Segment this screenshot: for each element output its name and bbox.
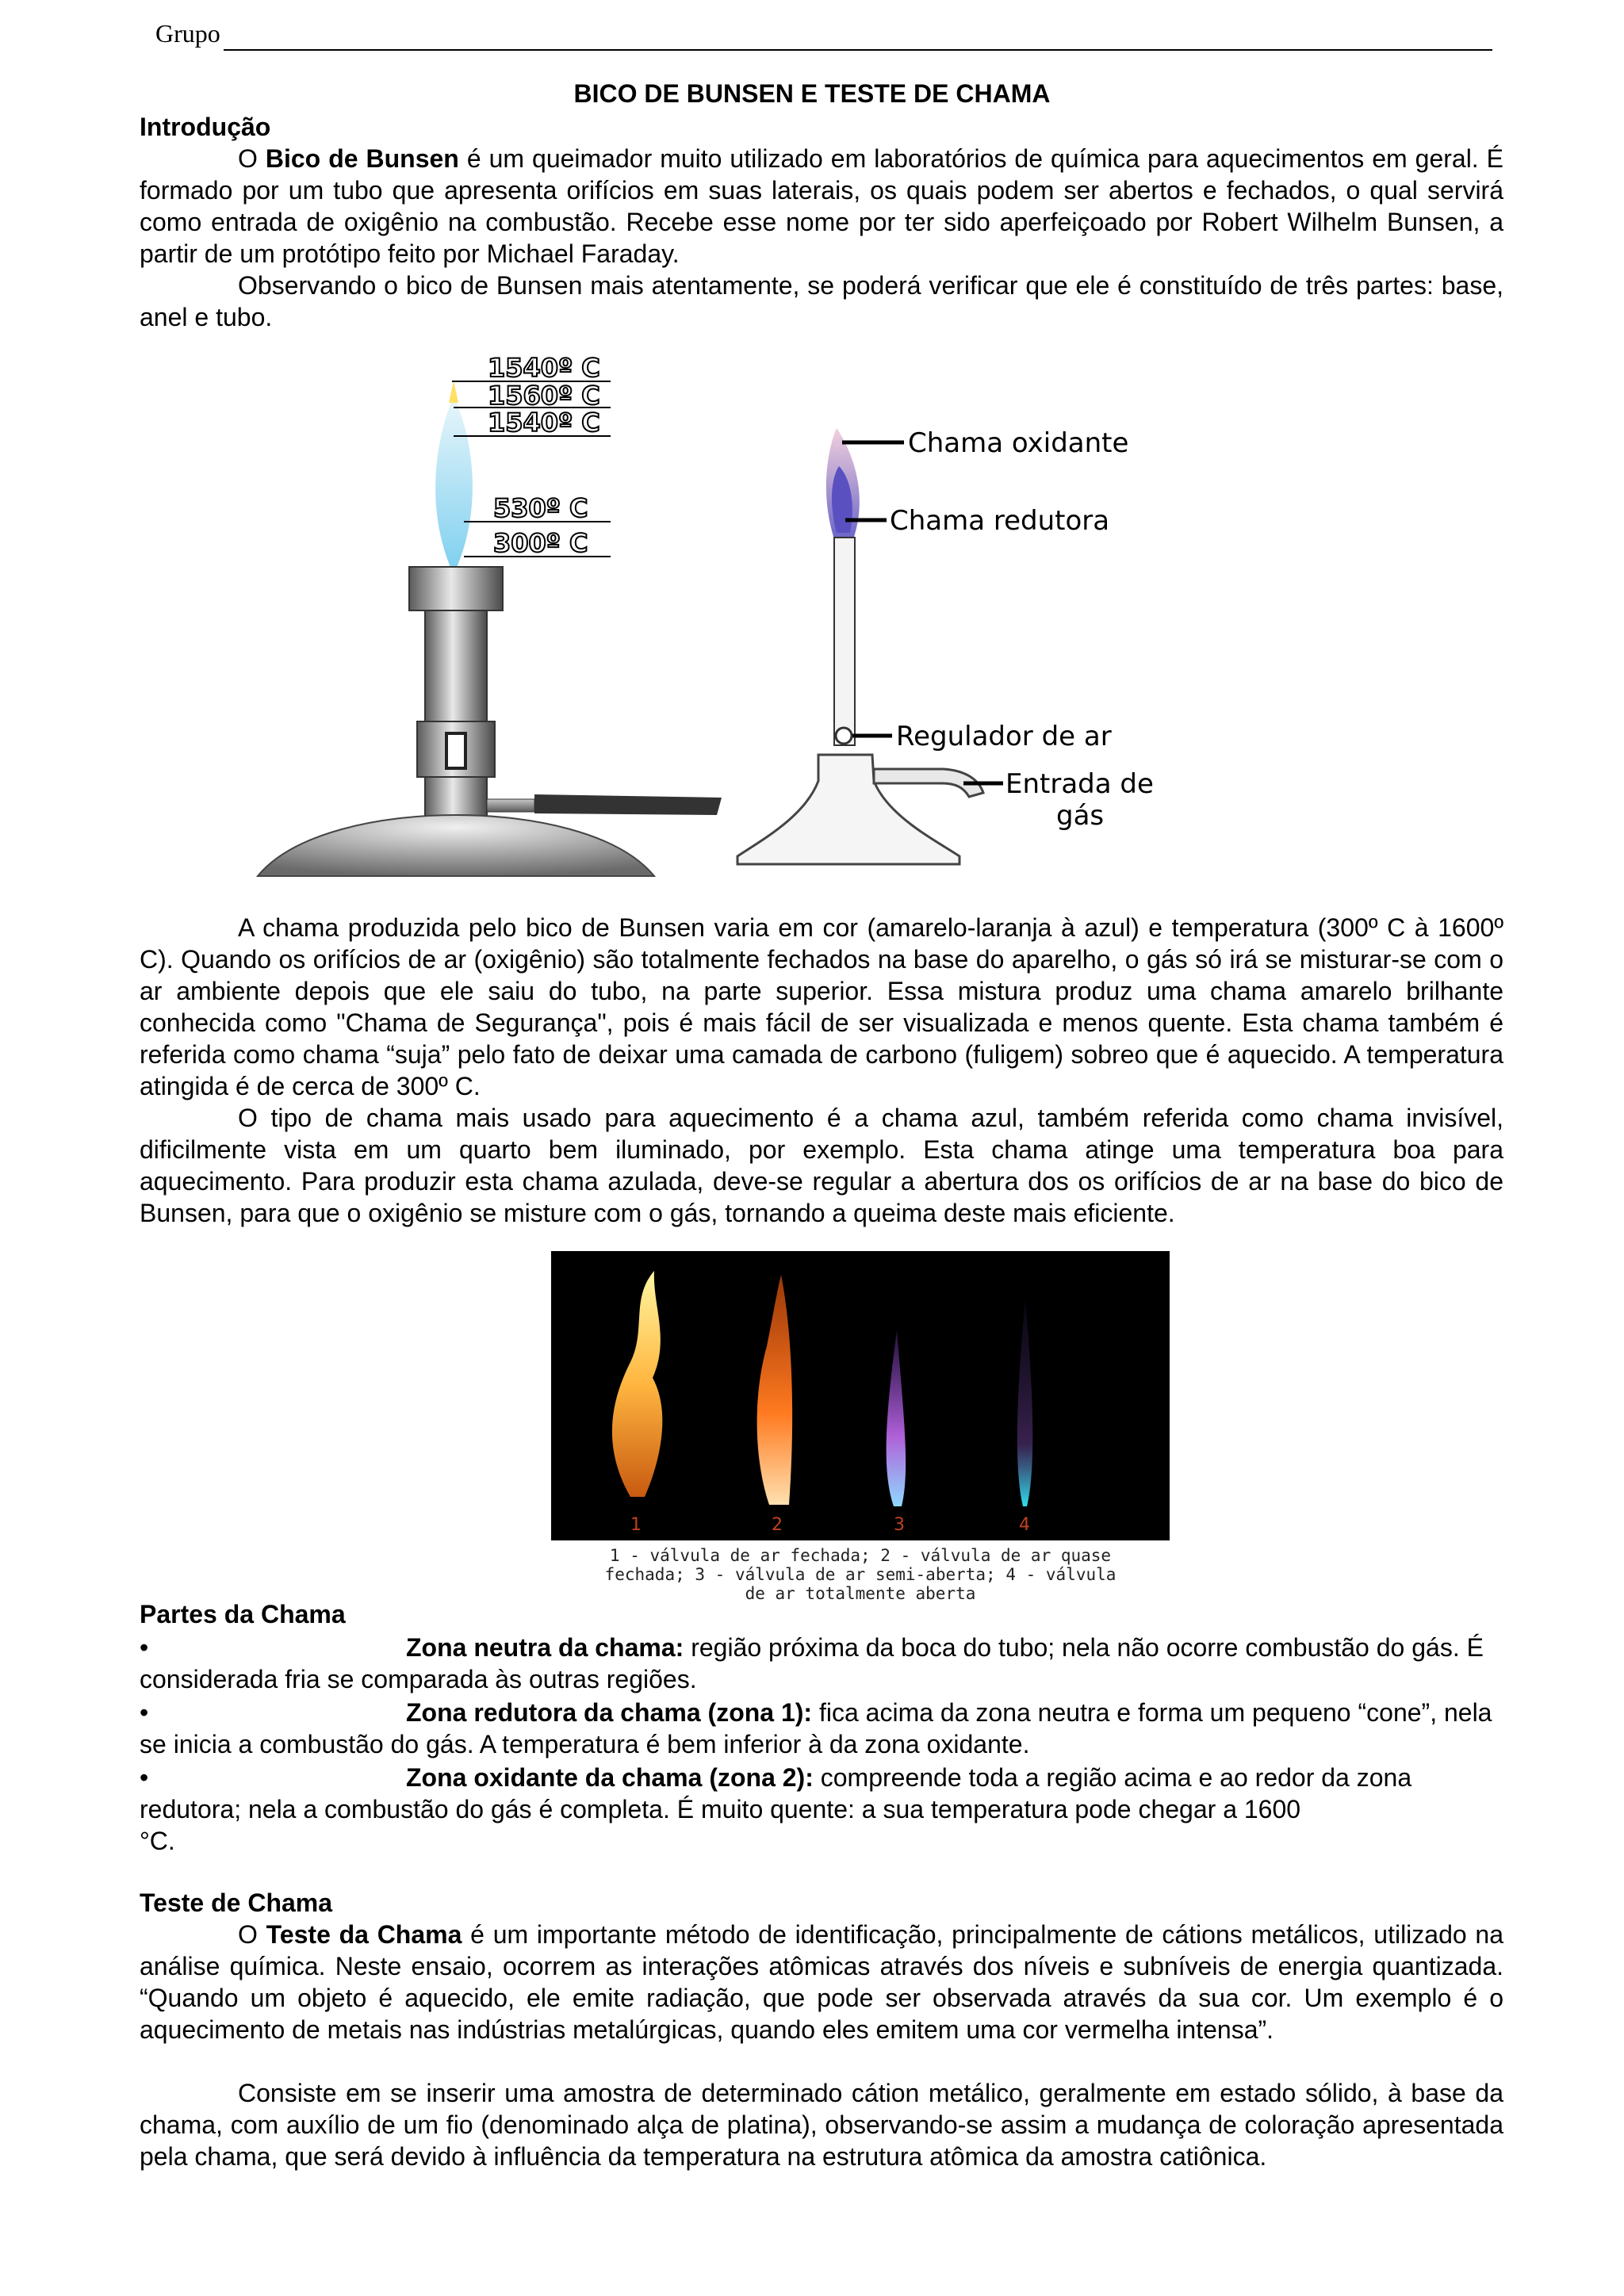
partes-heading: Partes da Chama — [140, 1600, 346, 1628]
teste-p1-rest: é um importante método de identificação, principalmente de cátions metálicos, utilizado na análise química. Neste ensaio, ocorrem as interações atômicas através dos níveis e subníveis de energia quantizada. “Quando um objeto é aquecido, ele emite radiação, que pode ser observada através da sua cor. Um exemplo é o aquecimento de metais nas indústrias metalúrgicas, quando eles emitem uma cor vermelha intensa”. — [140, 1920, 1504, 2044]
bunsen-burner-figure — [246, 349, 1182, 888]
intro-heading: Introdução — [140, 113, 271, 141]
intro-p1-bold: Bico de Bunsen — [265, 144, 459, 173]
right-burner — [737, 427, 1154, 864]
tube-shape — [834, 538, 855, 745]
burner-base-shape — [258, 815, 654, 876]
teste-paragraph-2 — [140, 2077, 1503, 2172]
partes-item-2-text: fica acima da zona neutra e forma um pequeno “cone”, nela se inicia a combustão do gás. A temperatura é bem inferior à da zona oxidante. — [140, 1698, 1492, 1758]
intro-paragraph-2 — [140, 270, 1503, 333]
flame-number-1: 1 — [630, 1515, 642, 1535]
gas-inlet-shape — [487, 799, 534, 812]
temp-label-4: 530º C — [493, 493, 588, 523]
flame-tip-shape — [449, 381, 458, 403]
partes-item-1 — [140, 1632, 1503, 1695]
partes-item-2-bold: Zona redutora da chama (zona 1): — [406, 1698, 813, 1727]
teste-heading: Teste de Chama — [140, 1888, 333, 1917]
flame-photo-caption — [539, 1546, 1182, 1603]
label-entrada-1: Entrada de — [1005, 768, 1154, 800]
caption-line-1: 1 - válvula de ar fechada; 2 - válvula de ar quase — [609, 1546, 1112, 1565]
chama-p1-text: A chama produzida pelo bico de Bunsen varia em cor (amarelo-laranja à azul) e temperatura (300º C à 1600º C). Quando os orifícios de ar (oxigênio) são totalmente fechados na base do aparelho, o gás só irá se misturar-se com o ar ambiente depois que ele saiu do tubo, na parte superior. Essa mistura produz uma chama amarelo brilhante conhecida como "Chama de Segurança", pois é mais fácil de ser visualizada e menos quente. Esta chama também é referida como chama “suja” pelo fato de deixar uma camada de carbono (fuligem) sobreo que é aquecido. A temperatura atingida é de cerca de 300º C. — [140, 913, 1503, 1100]
burner-tube-shape — [425, 610, 487, 817]
chama-paragraph-1 — [140, 912, 1503, 1102]
temp-label-3: 1540º C — [488, 408, 600, 438]
temp-label-5: 300º C — [493, 528, 588, 558]
bullet-icon: • — [140, 1763, 149, 1792]
teste-p1-bold: Teste da Chama — [266, 1920, 462, 1949]
intro-p1-prefix: O — [238, 144, 266, 173]
chama-paragraph-2 — [140, 1102, 1503, 1229]
intro-p2-text: Observando o bico de Bunsen mais atentamente, se poderá verificar que ele é constituído de três partes: base, anel e tubo. — [140, 271, 1503, 331]
burner-collar-shape — [409, 567, 503, 610]
grupo-label: Grupo — [155, 19, 220, 48]
partes-item-3 — [140, 1762, 1488, 1857]
caption-line-3: de ar totalmente aberta — [745, 1584, 976, 1603]
blue-flame-shape — [435, 396, 473, 571]
label-entrada-2: gás — [1056, 800, 1105, 832]
teste-p2-text: Consiste em se inserir uma amostra de determinado cátion metálico, geralmente em estado sólido, à base da chama, com auxílio de um fio (denominado alça de platina), observando-se assim a mudança de coloração apresentada pela chama, que será devido à influência da temperatura na estrutura atômica da amostra catiônica. — [140, 2079, 1503, 2171]
label-redutora: Chama redutora — [890, 505, 1110, 537]
partes-item-2 — [140, 1697, 1503, 1760]
teste-paragraph-1 — [140, 1919, 1503, 2045]
document-title: BICO DE BUNSEN E TESTE DE CHAMA — [573, 79, 1051, 108]
flame-number-3: 3 — [894, 1515, 905, 1535]
grupo-underline — [224, 49, 1492, 51]
chama-p2-text: O tipo de chama mais usado para aquecimento é a chama azul, também referida como chama invisível, dificilmente vista em um quarto bem iluminado, por exemplo. Esta chama atinge uma temperatura boa para aquecimento. Para produzir esta chama azulada, deve-se regular a abertura dos os orifícios de ar na base do bico de Bunsen, para que o oxigênio se misture com o gás, tornando a queima deste mais eficiente. — [140, 1104, 1503, 1227]
air-regulator-shape — [836, 728, 852, 744]
temperature-labels — [488, 353, 600, 558]
bullet-icon: • — [140, 1698, 149, 1727]
partes-item-3-tail: °C. — [140, 1827, 175, 1855]
partes-item-1-bold: Zona neutra da chama: — [406, 1633, 684, 1662]
temp-label-1: 1540º C — [488, 353, 600, 383]
caption-line-2: fechada; 3 - válvula de ar semi-aberta; 4 - válvula — [604, 1565, 1116, 1584]
gas-hose-shape — [534, 794, 722, 815]
left-burner — [258, 353, 722, 876]
label-oxidante: Chama oxidante — [908, 427, 1129, 459]
partes-item-3-bold: Zona oxidante da chama (zona 2): — [406, 1763, 814, 1792]
intro-paragraph-1 — [140, 143, 1503, 270]
flame-number-4: 4 — [1019, 1515, 1030, 1535]
label-regulador: Regulador de ar — [896, 721, 1112, 752]
intro-p1-rest: é um queimador muito utilizado em laboratórios de química para aquecimentos em geral. É formado por um tubo que apresenta orifícios em suas laterais, os quais podem ser abertos e fechados, o qual servirá como entrada de oxigênio na combustão. Recebe esse nome por ter sido aperfeiçoado por Robert Wilhelm Bunsen, a partir de um protótipo feito por Michael Faraday. — [140, 144, 1504, 268]
air-hole-shape — [446, 733, 465, 768]
partes-item-3-text: compreende toda a região acima e ao redor da zona redutora; nela a combustão do gás é completa. É muito quente: a sua temperatura pode chegar a 1600 — [140, 1763, 1412, 1823]
flame-types-photo — [551, 1251, 1170, 1540]
bullet-icon: • — [140, 1633, 149, 1662]
teste-p1-prefix: O — [238, 1920, 266, 1949]
temp-label-2: 1560º C — [488, 381, 600, 411]
partes-item-1-text: região próxima da boca do tubo; nela não ocorre combustão do gás. É considerada fria se comparada às outras regiões. — [140, 1633, 1484, 1693]
flame-number-2: 2 — [772, 1515, 783, 1535]
